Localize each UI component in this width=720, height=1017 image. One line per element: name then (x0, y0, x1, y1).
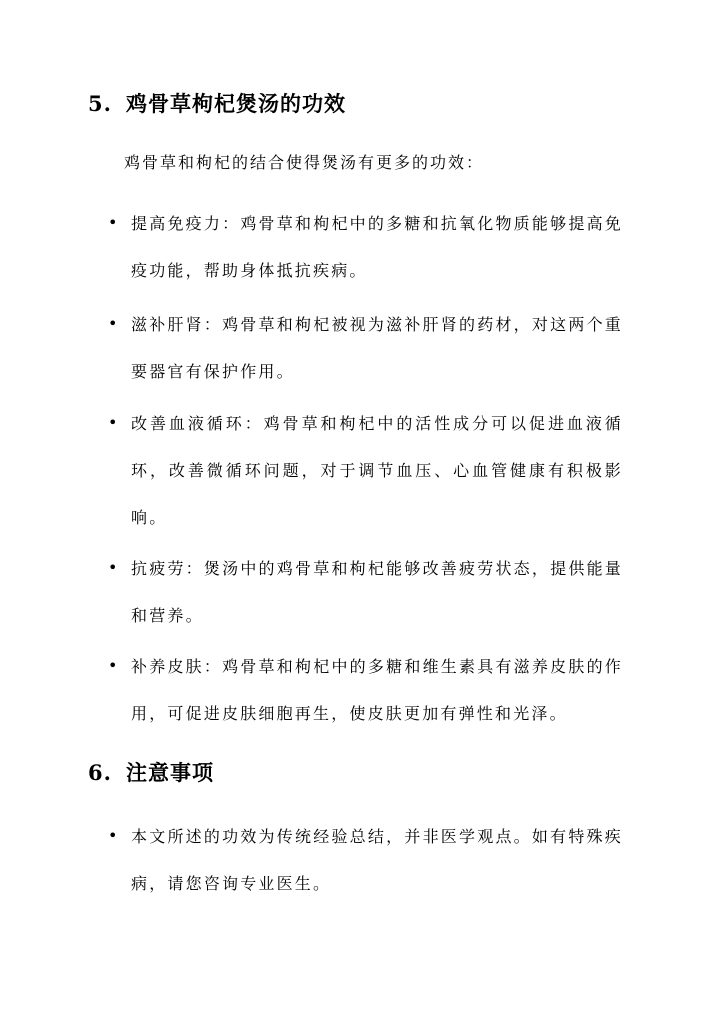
list-item-text: 滋补肝肾：鸡骨草和枸杞被视为滋补肝肾的药材，对这两个重要器官有保护作用。 (131, 315, 623, 381)
list-item-text: 本文所述的功效为传统经验总结，并非医学观点。如有特殊疾病，请您咨询专业医生。 (131, 827, 623, 893)
section-heading-notes (88, 757, 214, 787)
section-title: 鸡骨草枸杞煲汤的功效 (126, 91, 346, 116)
list-item-text: 提高免疫力：鸡骨草和枸杞中的多糖和抗氧化物质能够提高免疫功能，帮助身体抵抗疾病。 (131, 214, 623, 280)
list-item-text: 补养皮肤：鸡骨草和枸杞中的多糖和维生素具有滋养皮肤的作用，可促进皮肤细胞再生，使皮肤更加有弹性和光泽。 (131, 657, 623, 723)
bullet: • (108, 558, 118, 577)
bullet: • (108, 314, 118, 333)
bullet: • (108, 656, 118, 675)
section-number: 5. (88, 91, 112, 116)
bullet: • (108, 826, 118, 845)
list-item-text: 改善血液循环：鸡骨草和枸杞中的活性成分可以促进血液循环，改善微循环问题，对于调节血压、心血管健康有积极影响。 (131, 414, 623, 527)
list-item-text: 抗疲劳：煲汤中的鸡骨草和枸杞能够改善疲劳状态，提供能量和营养。 (131, 559, 623, 625)
section-number: 6. (88, 760, 112, 785)
bullet: • (108, 413, 118, 432)
section-heading-benefits (88, 88, 346, 118)
section-intro: 鸡骨草和枸杞的结合使得煲汤有更多的功效： (124, 153, 485, 172)
section-title: 注意事项 (126, 760, 214, 785)
bullet: • (108, 213, 118, 232)
